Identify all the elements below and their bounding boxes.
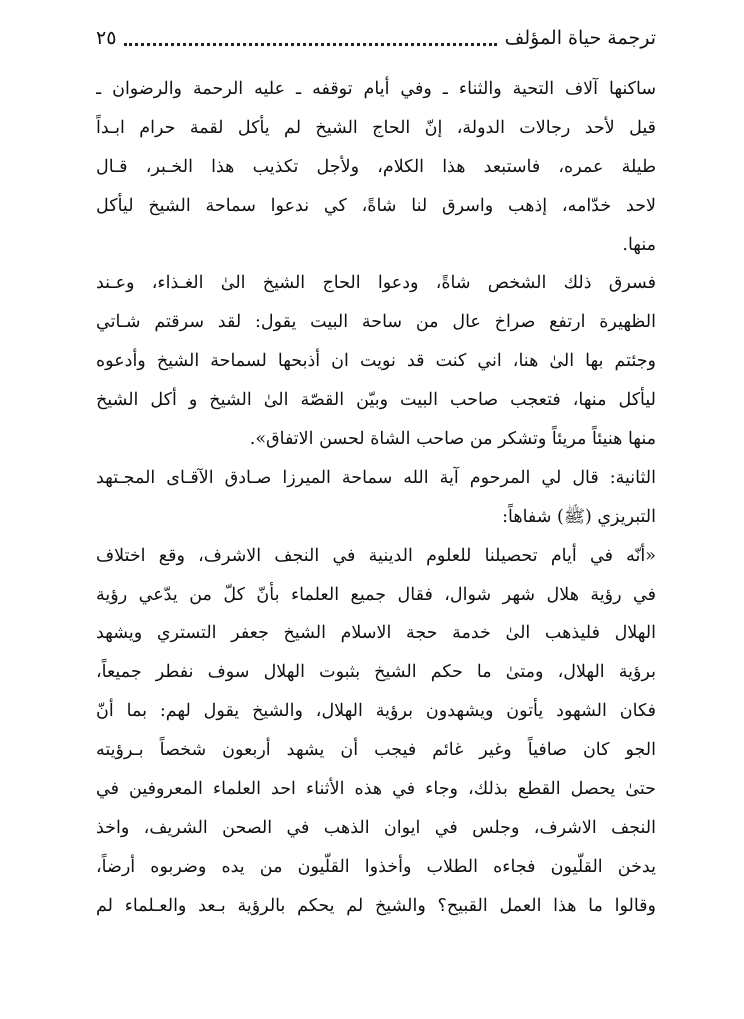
text-line: التبريزي (ﷺ) شفاهاً: <box>502 506 656 527</box>
text-line: منها هنيئاً مريئاً وتشكر من صاحب الشاة لحسن الاتفاق». <box>249 429 656 450</box>
header-title: ترجمة حياة المؤلف <box>504 27 656 49</box>
text-line: وجئتم بها الىٰ هنا، اني كنت قد نويت ان أذبحها لسماحة الشيخ وأدعوه <box>96 351 656 372</box>
text-line: الهلال فليذهب الىٰ خدمة حجة الاسلام الشيخ جعفر التستري ويشهد <box>96 623 656 644</box>
text-line: فكان الشهود يأتون ويشهدون برؤية الهلال، والشيخ يقول لهم: بما أنّ <box>96 701 656 722</box>
text-line: النجف الاشرف، وجلس في ايوان الذهب في الصحن الشريف، واخذ <box>96 817 656 838</box>
running-header <box>96 20 656 56</box>
text-line: برؤية الهلال، ومتىٰ ما حكم الشيخ بثبوت الهلال سوف نفطر جميعاً، <box>96 662 656 683</box>
header-dot-leader <box>124 43 496 46</box>
text-line: قيل لأحد رجالات الدولة، إنّ الحاج الشيخ لم يأكل لقمة حرام ابـداً <box>96 117 656 138</box>
text-line: ليأكل منها، فتعجب صاحب البيت وبيّن القصّة الىٰ الشيخ و أكل الشيخ <box>96 390 656 411</box>
text-line: الظهيرة ارتفع صراخ عال من ساحة البيت يقول: لقد سرقتم شـاتي <box>96 312 656 333</box>
text-line: وقالوا ما هذا العمل القبيح؟ والشيخ لم يحكم بالرؤية بـعد والعـلماء لم <box>96 895 656 916</box>
text-line: الجو كان صافياً وغير غائم فيجب أن يشهد أربعون شخصاً بـرؤيته <box>96 740 656 761</box>
text-line: لاحد خدّامه، إذهب واسرق لنا شاةً، كي ندعوا سماحة الشيخ ليأكل <box>96 195 656 216</box>
text-line: في رؤية هلال شهر شوال، فقال جميع العلماء بأنّ كلّ من يدّعي رؤية <box>96 584 656 605</box>
text-line: فسرق ذلك الشخص شاةً، ودعوا الحاج الشيخ الىٰ الغـذاء، وعـند <box>96 273 656 294</box>
text-line: «أنّه في أيام تحصيلنا للعلوم الدينية في النجف الاشرف، وقع اختلاف <box>96 545 656 566</box>
page-number: ٢٥ <box>96 27 117 49</box>
text-line: يدخن القلّيون فجاءه الطلاب وأخذوا القلّيون من يده وضربوه أرضاً، <box>96 856 656 877</box>
text-line: طيلة عمره، فاستبعد هذا الكلام، ولأجل تكذيب هذا الخـبر، قـال <box>96 156 656 177</box>
body-text <box>96 70 656 926</box>
text-line: ساكنها آلاف التحية والثناء ـ وفي أيام توقفه ـ عليه الرحمة والرضوان ـ <box>96 79 656 99</box>
text-line: منها. <box>622 234 656 255</box>
text-line: حتىٰ يحصل القطع بذلك، وجاء في هذه الأثناء احد العلماء المعروفين في <box>96 779 656 800</box>
text-line: الثانية: قال لي المرحوم آية الله سماحة الميرزا صـادق الآقـاى المجـتهد <box>96 467 656 488</box>
